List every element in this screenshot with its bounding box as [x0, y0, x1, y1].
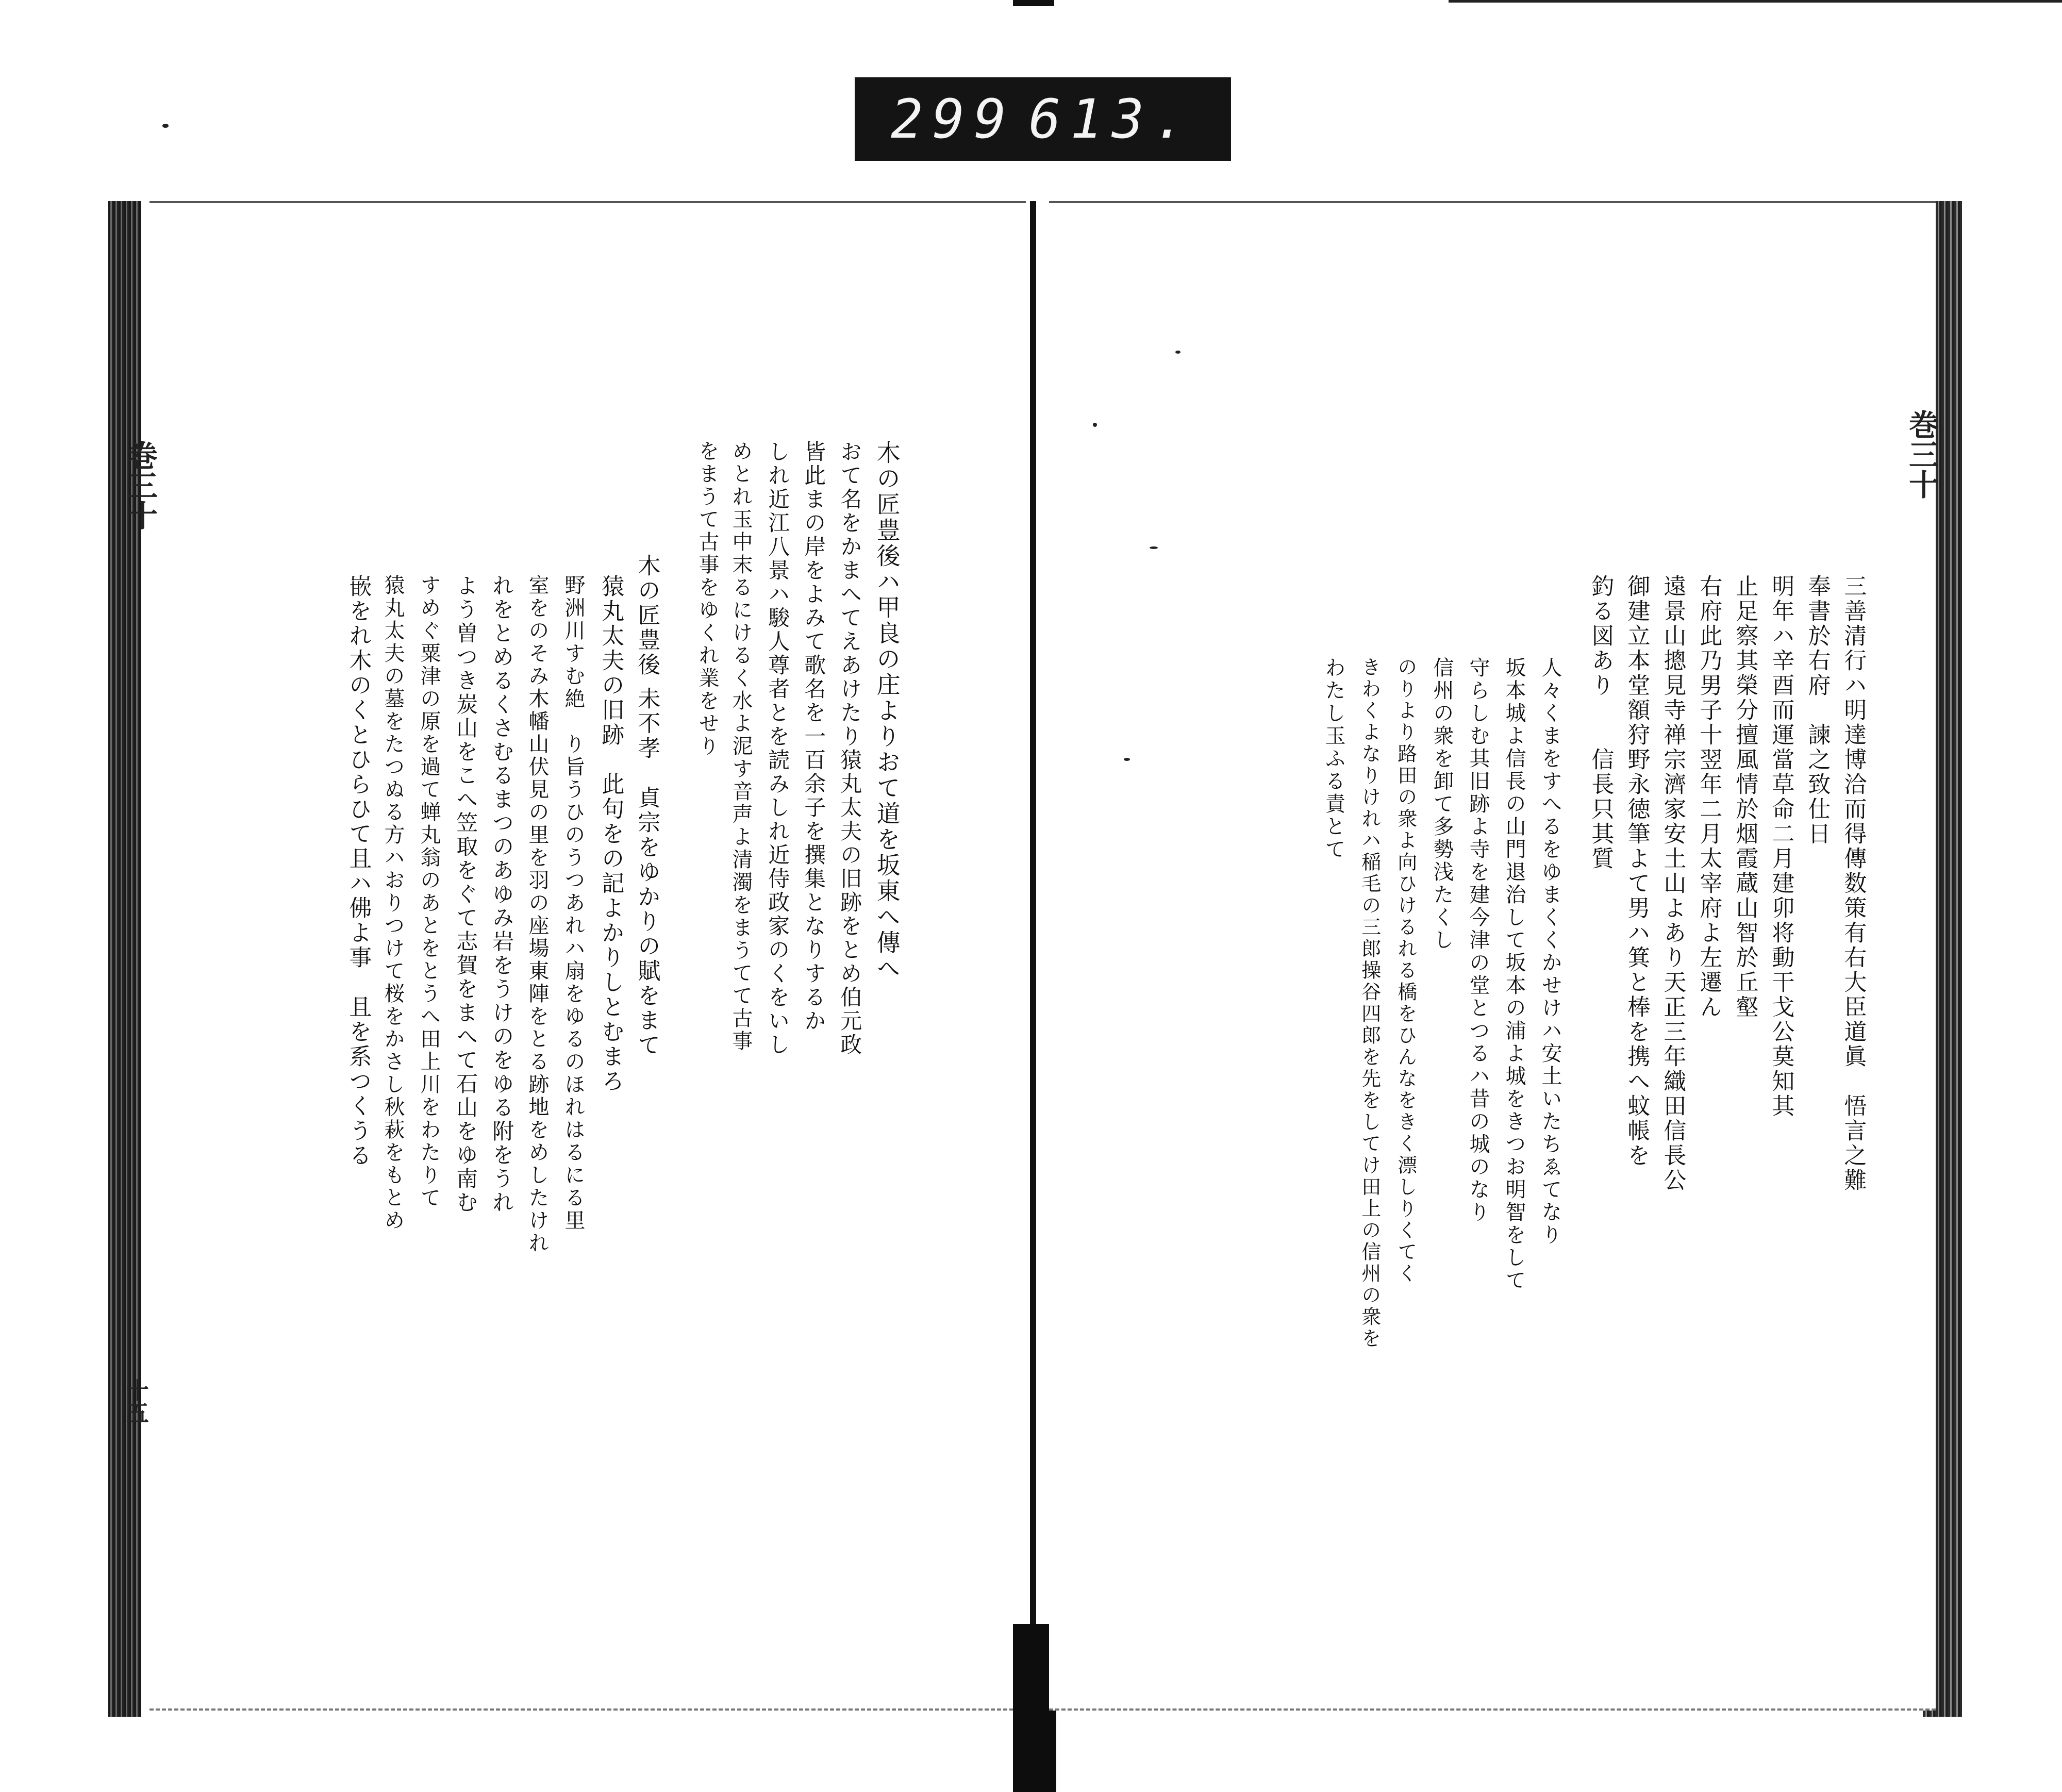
open-book [108, 201, 2016, 1712]
scan-speck [162, 124, 169, 128]
left-text-column-3: 皆此まの岸をよみて歌名を一百余子を撰集となりするか [801, 440, 827, 1033]
left-text-column-12: よう曽つき炭山をこへ笠取をぐて志賀をまへて石山をゆ南む [453, 574, 479, 1215]
left-text-column-4: しれ近江八景ハ駿人尊者とを読みしれ近侍政家のくをいし [765, 440, 791, 1057]
scan-number-left: 299 [891, 88, 1016, 151]
left-page-edge [108, 201, 141, 1717]
right-text-column-3: 明年ハ辛酉而運當草命二月建卯将動干戈公莫知其 [1768, 574, 1794, 1119]
right-text-column-9: 人々くまをすへるをゆまくくかせけハ安土いたちゑてなり [1538, 657, 1562, 1247]
scan-speck [1093, 423, 1097, 427]
left-text-column-9: 野洲川すむ絶 り旨うひのうつあれハ扇をゆるのほれはるにる里 [561, 574, 585, 1232]
left-text-column-13: すめぐ粟津の原を過て蝉丸翁のあとをとうへ田上川をわたりて [417, 574, 441, 1209]
left-page [122, 201, 1026, 1711]
left-text-column-2: おて名をかまへてえあけたり猿丸太夫の旧跡をとめ伯元政 [837, 440, 863, 1057]
scan-number-label [855, 77, 1231, 161]
left-text-column-5: めとれ玉中末るにけるく水よ泥す音声よ清濁をまうてて古事 [729, 440, 753, 1053]
right-text-column-10: 坂本城よ信長の山門退治して坂本の浦よ城をきつお明智をして [1502, 657, 1526, 1292]
left-text-column-15: 嵌をれ木のくとひらひて且ハ佛よ事 且を系つくうる [345, 574, 372, 1168]
right-page [1049, 201, 1939, 1711]
left-text-column-7: 木の匠豊後 未不孝 貞宗をゆかりの賦をまて [634, 554, 660, 1058]
left-text-column-11: れをとめるくさむるまつのあゆみ岩をうけのをゆる附をうれ [489, 574, 515, 1215]
right-text-column-5: 右府此乃男子十翌年二月太宰府よ左遷ん [1695, 574, 1722, 1020]
right-text-column-15: わたし玉ふる責とて [1322, 657, 1345, 861]
right-text-column-7: 御建立本堂額狩野永徳筆よて男ハ箕と棒を携へ蚊帳を [1623, 574, 1650, 1168]
top-edge-rule [1449, 0, 2062, 3]
left-text-column-1: 木の匠豊後ハ甲良の庄よりおて道を坂東へ傳へ [873, 440, 901, 982]
right-text-column-8: 釣る図あり 信長只其質 [1587, 574, 1614, 871]
book-gutter [1030, 201, 1036, 1727]
top-edge-mark [1013, 0, 1054, 6]
left-margin-volume-mark: 巻三十 [123, 440, 158, 530]
scan-number-right: 613. [1028, 88, 1195, 151]
right-margin-volume-mark: 巻三十 [1904, 409, 1939, 499]
left-text-column-8: 猿丸太夫の旧跡 此句をの記よかりしとむまろ [597, 574, 624, 1094]
right-text-column-1: 三善清行ハ明達博洽而得傳数策有右大臣道眞 悟言之難 [1840, 574, 1867, 1193]
left-text-column-10: 室をのそみ木幡山伏見の里を羽の座場東陣をとる跡地をめしたけれ [525, 574, 549, 1255]
left-text-column-6: をまうて古事をゆくれ業をせり [695, 440, 719, 758]
left-text-column-14: 猿丸太夫の墓をたつぬる方ハおりつけて桜をかさし秋萩をもとめ [381, 574, 405, 1232]
scan-speck [1150, 546, 1158, 549]
right-text-column-14: きわくよなりけれハ稲毛の三郎操谷四郎を先をしてけ田上の信州の衆を [1358, 657, 1381, 1350]
right-text-column-12: 信州の衆を卸て多勢浅たくし [1430, 657, 1454, 952]
right-text-column-13: のりより路田の衆よ向ひけるれる橋をひんなをきく漂しりくてく [1394, 657, 1417, 1285]
right-text-column-6: 遠景山摠見寺禅宗濟家安土山よあり天正三年織田信長公 [1659, 574, 1686, 1193]
left-margin-folio-mark: 十五 [122, 1379, 148, 1424]
scan-speck [1124, 758, 1130, 761]
scan-speck [1175, 351, 1180, 354]
right-text-column-4: 止足察其榮分擅風情於烟霞蔵山智於丘壑 [1732, 574, 1758, 1020]
right-text-column-11: 守らしむ其旧跡よ寺を建今津の堂とつるハ昔の城のなり [1466, 657, 1490, 1224]
right-text-column-2: 奉書於右府 諫之致仕日 [1804, 574, 1831, 847]
